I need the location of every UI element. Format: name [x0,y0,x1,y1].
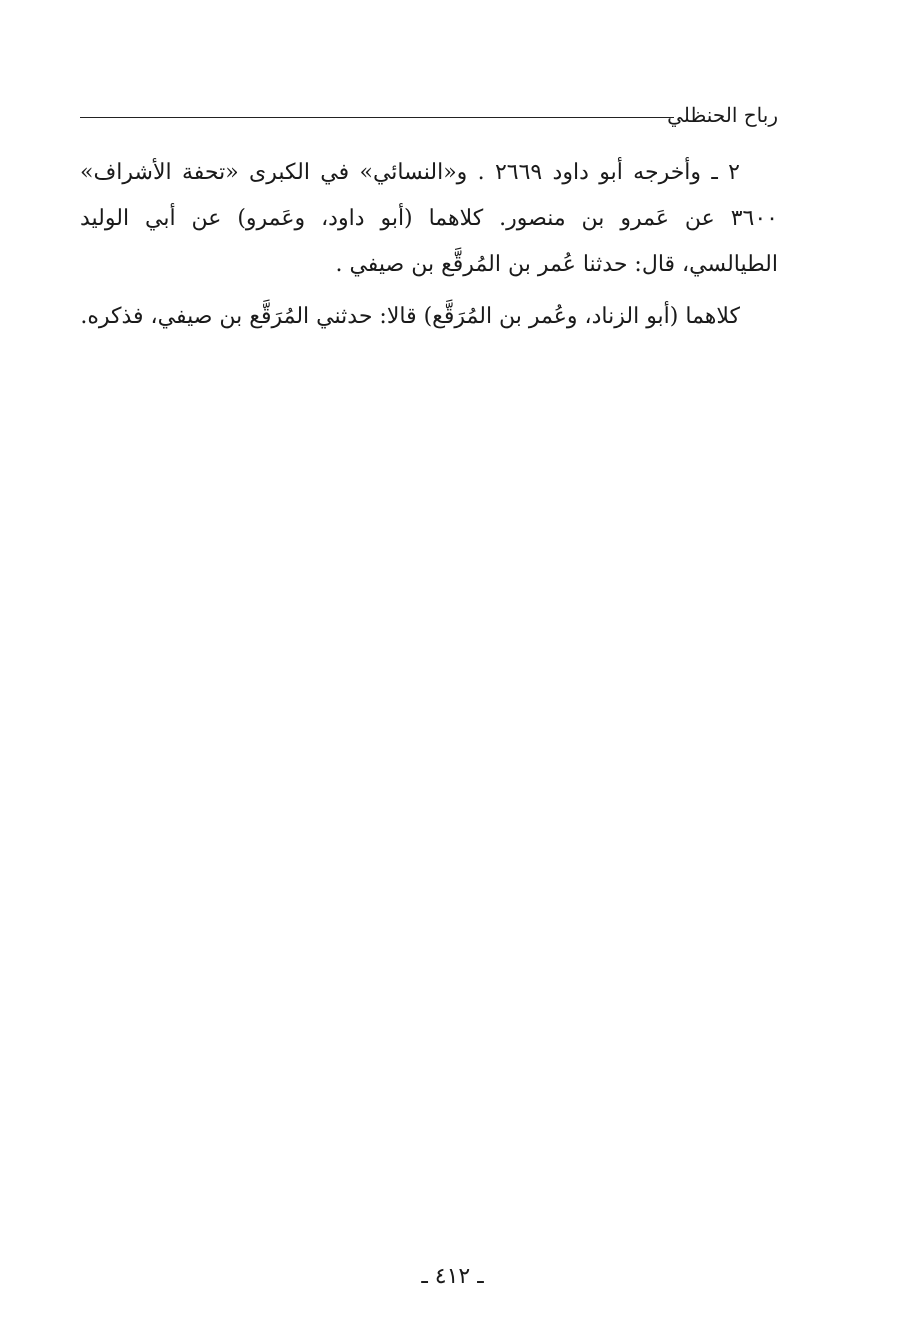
running-title: رباح الحنظلي [667,103,778,127]
page-number: ـ ٤١٢ ـ [421,1264,484,1289]
running-header [80,100,778,140]
body-text [80,150,778,340]
header-rule [80,117,674,118]
paragraph-1: ٢ ـ وأخرجه أبو داود ٢٦٦٩ . و«النسائي» في الكبرى «تحفة الأشراف» ٣٦٠٠ عن عَمرو بن منصور. كلاهما (أبو داود، وعَمرو) عن أبي الوليد الطيالسي، قال: حدثنا عُمر بن المُرقَّع بن صيفي . [80,160,778,277]
paragraph-2: كلاهما (أبو الزناد، وعُمر بن المُرَقَّع) قالا: حدثني المُرَقَّع بن صيفي، فذكره. [80,304,740,329]
